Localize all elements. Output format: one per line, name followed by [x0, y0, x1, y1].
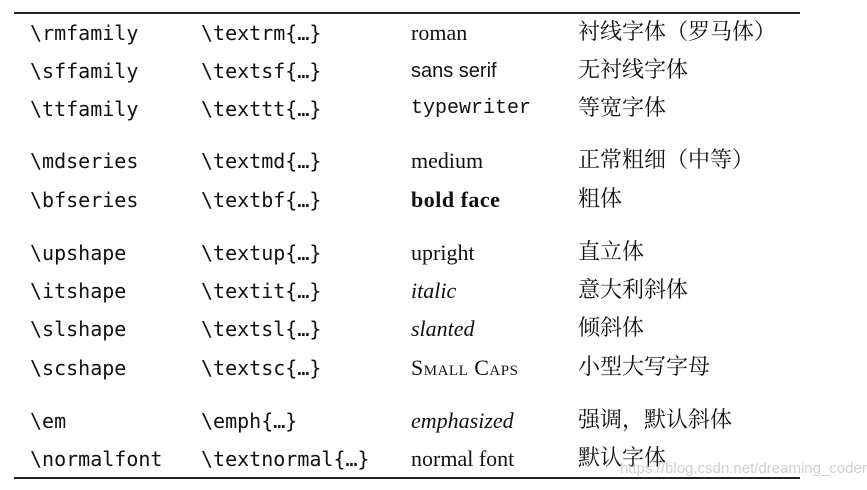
description-cell: 直立体: [578, 240, 645, 265]
declaration-cell: \em: [30, 409, 67, 433]
sample-cell: emphasized: [411, 408, 514, 433]
description-cell: 倾斜体: [578, 316, 645, 341]
table-row: [0, 54, 818, 88]
description-cell: 意大利斜体: [578, 278, 689, 303]
table-row: [0, 404, 818, 438]
table-top-rule: [14, 12, 800, 14]
command-cell: \texttt{…}: [201, 97, 322, 121]
declaration-cell: \rmfamily: [30, 21, 139, 45]
description-cell: 默认字体: [578, 446, 667, 471]
command-cell: \textrm{…}: [201, 21, 322, 45]
declaration-cell: \normalfont: [30, 447, 163, 471]
declaration-cell: \mdseries: [30, 149, 139, 173]
declaration-cell: \sffamily: [30, 59, 139, 83]
description-cell: 小型大写字母: [578, 355, 711, 380]
declaration-cell: \itshape: [30, 279, 127, 303]
command-cell: \textup{…}: [201, 241, 322, 265]
sample-cell: roman: [411, 20, 468, 45]
table-row: [0, 351, 818, 385]
command-cell: \textsc{…}: [201, 356, 322, 380]
command-cell: \textnormal{…}: [201, 447, 370, 471]
sample-cell: medium: [411, 148, 484, 173]
description-cell: 强调，默认斜体: [578, 408, 733, 433]
table-row: [0, 236, 818, 270]
table-row: [0, 312, 818, 346]
table-row: [0, 183, 818, 217]
sample-cell: upright: [411, 240, 475, 265]
declaration-cell: \scshape: [30, 356, 127, 380]
description-cell: 衬线字体（罗马体）: [578, 20, 777, 45]
description-cell: 等宽字体: [578, 96, 667, 121]
declaration-cell: \slshape: [30, 317, 127, 341]
description-cell: 粗体: [578, 187, 623, 212]
table-row: [0, 16, 818, 50]
description-cell: 无衬线字体: [578, 58, 689, 83]
sample-cell: sans serif: [411, 60, 497, 82]
description-cell: 正常粗细（中等）: [578, 148, 755, 173]
command-cell: \textit{…}: [201, 279, 322, 303]
declaration-cell: \upshape: [30, 241, 127, 265]
command-cell: \textsf{…}: [201, 59, 322, 83]
command-cell: \textmd{…}: [201, 149, 322, 173]
sample-cell: italic: [411, 278, 457, 303]
command-cell: \textsl{…}: [201, 317, 322, 341]
table-row: [0, 274, 818, 308]
command-cell: \emph{…}: [201, 409, 298, 433]
sample-cell: Small Caps: [411, 355, 519, 380]
table-row: [0, 144, 818, 178]
table-row: [0, 92, 818, 126]
command-cell: \textbf{…}: [201, 188, 322, 212]
table-bottom-rule: [14, 477, 800, 479]
sample-cell: typewriter: [411, 97, 532, 120]
watermark: https://blog.csdn.net/dreaming_coder: [620, 460, 867, 477]
sample-cell: normal font: [411, 446, 515, 471]
sample-cell: bold face: [411, 187, 501, 212]
declaration-cell: \bfseries: [30, 188, 139, 212]
sample-cell: slanted: [411, 316, 475, 341]
declaration-cell: \ttfamily: [30, 97, 139, 121]
